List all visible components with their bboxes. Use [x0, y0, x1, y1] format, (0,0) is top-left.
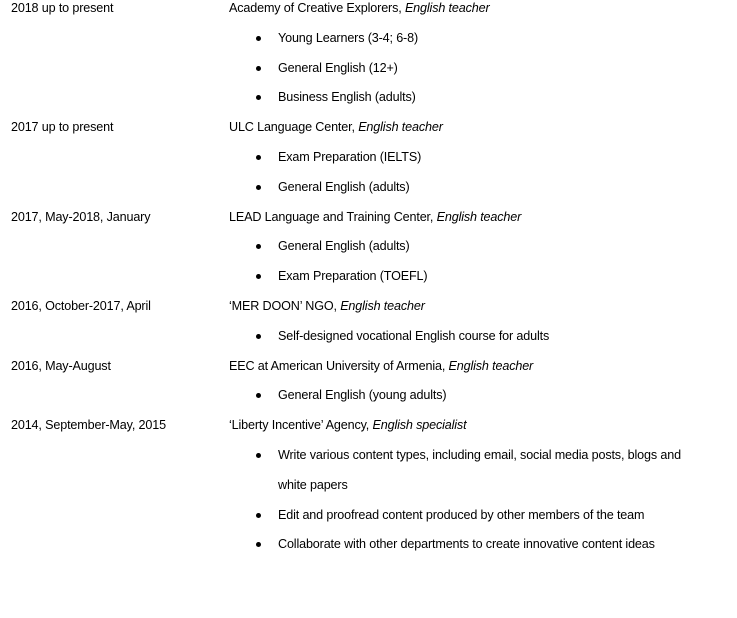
duty-text: Exam Preparation (IELTS): [278, 149, 422, 164]
duty-text: Self-designed vocational English course for adults: [278, 328, 550, 343]
duty-text: Collaborate with other departments to create innovative content ideas: [278, 537, 655, 552]
bullet-icon: [256, 155, 261, 160]
duty-item: [278, 54, 703, 84]
duty-item: [278, 322, 703, 352]
duty-item: [278, 441, 703, 501]
duty-text: General English (adults): [278, 239, 410, 254]
duty-item: [278, 530, 703, 560]
entry-role: English teacher: [340, 298, 425, 313]
experience-entry: [0, 0, 737, 113]
duty-item: [278, 501, 703, 531]
duties-list: [0, 143, 737, 203]
bullet-icon: [256, 244, 261, 249]
bullet-icon: [256, 274, 261, 279]
organization-name: ULC Language Center,: [229, 120, 359, 135]
duties-list: [0, 441, 737, 560]
duty-item: [278, 143, 703, 173]
duty-text: Edit and proofread content produced by other members of the team: [278, 507, 645, 522]
entry-date: 2017, May-2018, January: [11, 209, 151, 224]
duty-item: [278, 173, 703, 203]
duty-item: [278, 262, 703, 292]
entry-organization: [229, 0, 737, 24]
duty-text: General English (young adults): [278, 388, 447, 403]
experience-entry: [0, 411, 737, 560]
experience-entry: [0, 113, 737, 202]
bullet-icon: [256, 453, 261, 458]
entry-role: English teacher: [448, 358, 534, 373]
organization-name: LEAD Language and Training Center,: [229, 209, 437, 224]
bullet-icon: [256, 95, 261, 100]
experience-entry: [0, 352, 737, 412]
entry-role: English specialist: [372, 418, 467, 433]
duty-text: Business English (adults): [278, 90, 416, 105]
duty-item: [278, 24, 703, 54]
entry-date: 2018 up to present: [11, 1, 114, 15]
duty-item: [278, 232, 703, 262]
organization-name: ‘Liberty Incentive’ Agency,: [229, 418, 373, 433]
entry-date: 2016, May-August: [11, 358, 111, 373]
entry-organization: [229, 292, 737, 322]
organization-name: ‘MER DOON’ NGO,: [229, 298, 341, 313]
duty-text: General English (adults): [278, 179, 410, 194]
duty-text: Young Learners (3-4; 6-8): [278, 30, 419, 45]
entry-role: English teacher: [358, 120, 443, 135]
experience-entry: [0, 203, 737, 292]
entry-date: 2017 up to present: [11, 120, 114, 135]
duty-item: [278, 83, 703, 113]
entry-date: 2016, October-2017, April: [11, 298, 151, 313]
entry-organization: [229, 411, 737, 441]
bullet-icon: [256, 513, 261, 518]
duties-list: [0, 381, 737, 411]
bullet-icon: [256, 334, 261, 339]
organization-name: Academy of Creative Explorers,: [229, 1, 405, 15]
bullet-icon: [256, 542, 261, 547]
bullet-icon: [256, 185, 261, 190]
entry-organization: [229, 352, 737, 382]
duty-text: Exam Preparation (TOEFL): [278, 269, 428, 284]
duty-text: General English (12+): [278, 60, 398, 75]
bullet-icon: [256, 36, 261, 41]
entry-role: English teacher: [436, 209, 522, 224]
entry-role: English teacher: [404, 1, 490, 15]
duty-item: [278, 381, 703, 411]
experience-entry: [0, 292, 737, 352]
duties-list: [0, 24, 737, 113]
entry-organization: [229, 203, 737, 233]
bullet-icon: [256, 66, 261, 71]
entry-date: 2014, September-May, 2015: [11, 418, 166, 433]
duties-list: [0, 322, 737, 352]
entry-organization: [229, 113, 737, 143]
duties-list: [0, 232, 737, 292]
organization-name: EEC at American University of Armenia,: [229, 358, 449, 373]
bullet-icon: [256, 393, 261, 398]
duty-text: Write various content types, including email, social media posts, blogs and white papers: [278, 447, 681, 492]
